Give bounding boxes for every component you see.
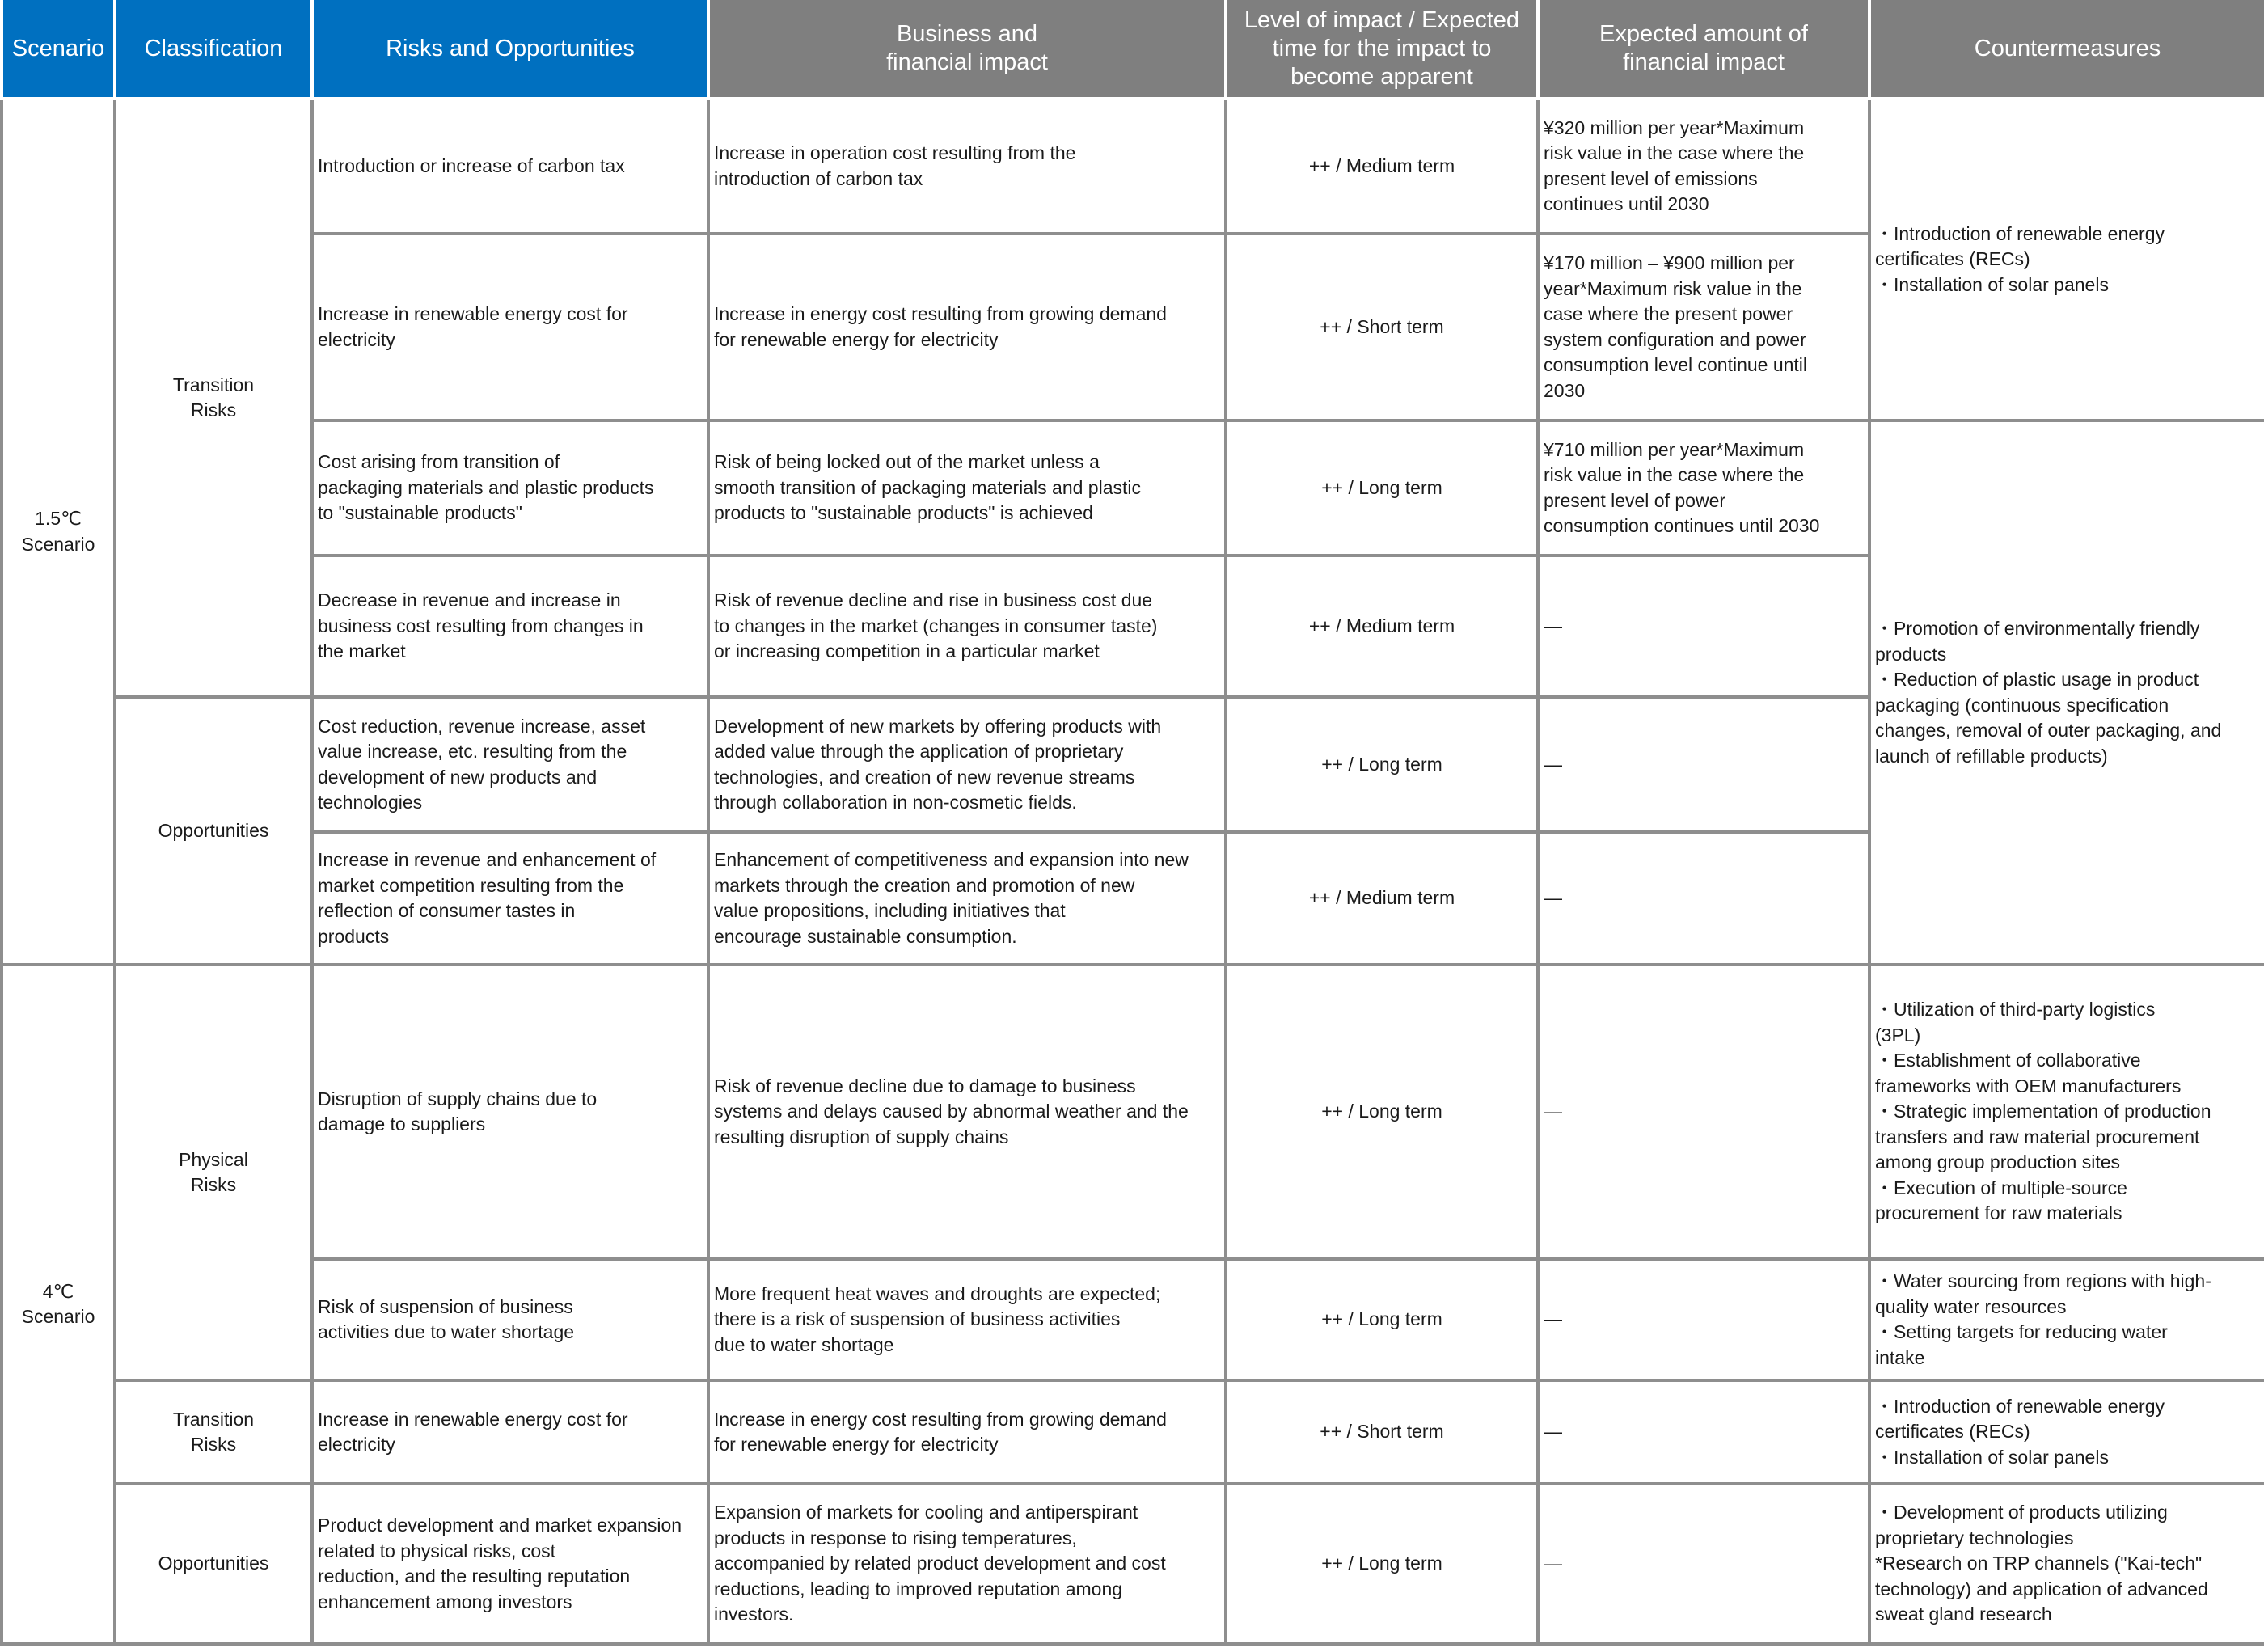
level-cell: ++ / Long term bbox=[1226, 1484, 1538, 1644]
header-countermeasures: Countermeasures bbox=[1869, 0, 2264, 99]
level-cell: ++ / Long term bbox=[1226, 965, 1538, 1259]
classification-opportunities-4c: Opportunities bbox=[115, 1484, 312, 1644]
scenario-1-5c: 1.5℃ Scenario bbox=[2, 99, 115, 965]
countermeasure-cell: ・Water sourcing from regions with high- quality water resources ・Setting targets for reducing water intake bbox=[1869, 1259, 2264, 1380]
level-cell: ++ / Short term bbox=[1226, 1380, 1538, 1484]
impact-cell: Enhancement of competitiveness and expansion into new markets through the creation and promotion of new value propositions, including initiatives that encourage sustainable consumption. bbox=[708, 832, 1226, 965]
countermeasure-cell: ・Utilization of third-party logistics (3PL) ・Establishment of collaborative frameworks with OEM manufacturers ・Strategic implementation of production transfers and raw material procurement among group production sites ・Execution of multiple-source procurement for raw materials bbox=[1869, 965, 2264, 1259]
classification-opportunities: Opportunities bbox=[115, 697, 312, 965]
risk-cell: Risk of suspension of business activities due to water shortage bbox=[312, 1259, 708, 1380]
countermeasure-cell: ・Introduction of renewable energy certificates (RECs) ・Installation of solar panels bbox=[1869, 1380, 2264, 1484]
header-row bbox=[2, 0, 2264, 99]
amount-cell: ¥170 million – ¥900 million per year*Maximum risk value in the case where the present power system configuration and power consumption level continue until 2030 bbox=[1538, 234, 1869, 420]
impact-cell: Risk of revenue decline and rise in business cost due to changes in the market (changes in consumer taste) or increasing competition in a particular market bbox=[708, 556, 1226, 697]
level-cell: ++ / Long term bbox=[1226, 1259, 1538, 1380]
scenario-4c: 4℃ Scenario bbox=[2, 965, 115, 1644]
table-row bbox=[2, 1380, 2264, 1484]
risk-cell: Disruption of supply chains due to damage to suppliers bbox=[312, 965, 708, 1259]
table-row bbox=[2, 420, 2264, 556]
amount-cell: — bbox=[1538, 1484, 1869, 1644]
amount-cell: ¥710 million per year*Maximum risk value in the case where the present level of power consumption continues until 2030 bbox=[1538, 420, 1869, 556]
level-cell: ++ / Short term bbox=[1226, 234, 1538, 420]
table-row bbox=[2, 965, 2264, 1259]
risk-cell: Cost reduction, revenue increase, asset value increase, etc. resulting from the development of new products and technologies bbox=[312, 697, 708, 832]
header-financial-amount: Expected amount of financial impact bbox=[1538, 0, 1869, 99]
table-row bbox=[2, 99, 2264, 234]
amount-cell: — bbox=[1538, 1380, 1869, 1484]
table-row bbox=[2, 1484, 2264, 1644]
risk-cell: Cost arising from transition of packaging materials and plastic products to "sustainable products" bbox=[312, 420, 708, 556]
amount-cell: ¥320 million per year*Maximum risk value in the case where the present level of emissions continues until 2030 bbox=[1538, 99, 1869, 234]
impact-cell: Increase in energy cost resulting from growing demand for renewable energy for electricity bbox=[708, 1380, 1226, 1484]
header-business-impact: Business and financial impact bbox=[708, 0, 1226, 99]
amount-cell: — bbox=[1538, 832, 1869, 965]
risk-cell: Product development and market expansion related to physical risks, cost reduction, and the resulting reputation enhancement among investors bbox=[312, 1484, 708, 1644]
classification-transition-risks-4c: Transition Risks bbox=[115, 1380, 312, 1484]
amount-cell: — bbox=[1538, 1259, 1869, 1380]
header-classification: Classification bbox=[115, 0, 312, 99]
impact-cell: Risk of revenue decline due to damage to business systems and delays caused by abnormal weather and the resulting disruption of supply chains bbox=[708, 965, 1226, 1259]
risk-cell: Increase in renewable energy cost for electricity bbox=[312, 1380, 708, 1484]
countermeasure-cell: ・Promotion of environmentally friendly products ・Reduction of plastic usage in product packaging (continuous specification changes, removal of outer packaging, and launch of refillable products) bbox=[1869, 420, 2264, 965]
impact-cell: More frequent heat waves and droughts are expected; there is a risk of suspension of business activities due to water shortage bbox=[708, 1259, 1226, 1380]
table-row bbox=[2, 1259, 2264, 1380]
level-cell: ++ / Medium term bbox=[1226, 99, 1538, 234]
level-cell: ++ / Medium term bbox=[1226, 556, 1538, 697]
header-scenario: Scenario bbox=[2, 0, 115, 99]
impact-cell: Development of new markets by offering products with added value through the application of proprietary technologies, and creation of new revenue streams through collaboration in non-cosmetic fields. bbox=[708, 697, 1226, 832]
impact-cell: Expansion of markets for cooling and antiperspirant products in response to rising temperatures, accompanied by related product development and cost reductions, leading to improved reputation among investors. bbox=[708, 1484, 1226, 1644]
header-risks-opportunities: Risks and Opportunities bbox=[312, 0, 708, 99]
amount-cell: — bbox=[1538, 556, 1869, 697]
impact-cell: Risk of being locked out of the market unless a smooth transition of packaging materials and plastic products to "sustainable products" is achieved bbox=[708, 420, 1226, 556]
level-cell: ++ / Long term bbox=[1226, 420, 1538, 556]
level-cell: ++ / Long term bbox=[1226, 697, 1538, 832]
classification-transition-risks: Transition Risks bbox=[115, 99, 312, 697]
level-cell: ++ / Medium term bbox=[1226, 832, 1538, 965]
risk-cell: Increase in renewable energy cost for electricity bbox=[312, 234, 708, 420]
amount-cell: — bbox=[1538, 697, 1869, 832]
classification-physical-risks: Physical Risks bbox=[115, 965, 312, 1380]
countermeasure-cell: ・Introduction of renewable energy certificates (RECs) ・Installation of solar panels bbox=[1869, 99, 2264, 420]
risk-cell: Decrease in revenue and increase in business cost resulting from changes in the market bbox=[312, 556, 708, 697]
amount-cell: — bbox=[1538, 965, 1869, 1259]
risk-cell: Introduction or increase of carbon tax bbox=[312, 99, 708, 234]
impact-cell: Increase in operation cost resulting from the introduction of carbon tax bbox=[708, 99, 1226, 234]
impact-cell: Increase in energy cost resulting from growing demand for renewable energy for electricity bbox=[708, 234, 1226, 420]
risk-cell: Increase in revenue and enhancement of market competition resulting from the reflection of consumer tastes in products bbox=[312, 832, 708, 965]
header-level-time: Level of impact / Expected time for the impact to become apparent bbox=[1226, 0, 1538, 99]
countermeasure-cell: ・Development of products utilizing proprietary technologies *Research on TRP channels ("Kai-tech" technology) and application of advanced sweat gland research bbox=[1869, 1484, 2264, 1644]
